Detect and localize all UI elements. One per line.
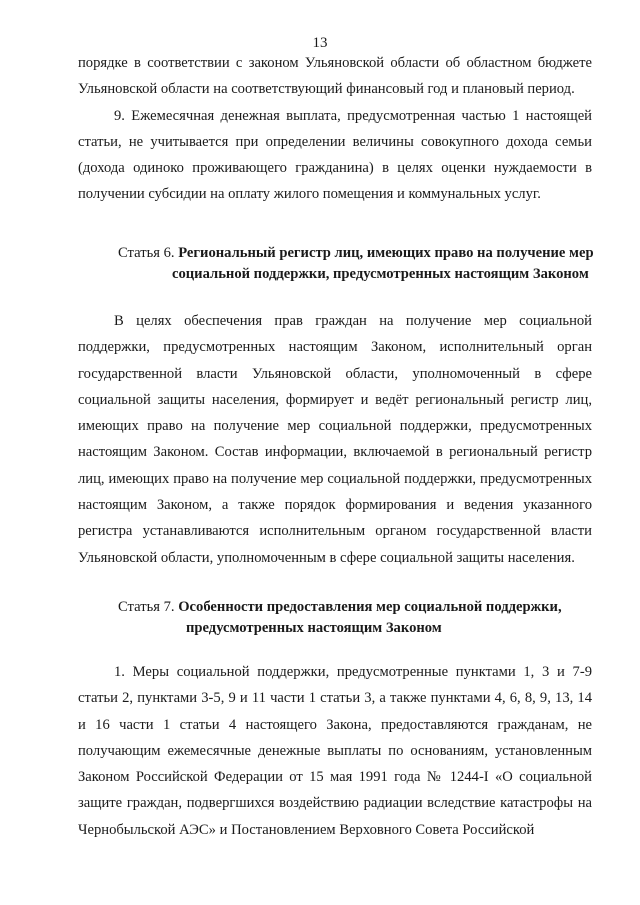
article-7-title-line1: Особенности предоставления мер социальной поддержки, xyxy=(178,599,562,615)
page-number: 13 xyxy=(312,35,328,51)
article-6-paragraph: В целях обеспечения прав граждан на получение мер социальной поддержки, предусмотренных настоящим Законом, исполнительный орган государственной власти Ульяновской области, уполномоченный в сфере социальной защиты населения, формирует и ведёт региональный регистр лиц, имеющих право на получение мер социальной поддержки, предусмотренных настоящим Законом. Состав информации, включаемой в региональный регистр лиц, имеющих право на получение мер социальной поддержки, предусмотренных настоящим Законом, а также порядок формирования и ведения указанного регистра устанавливаются исполнительным органом государственной власти Ульяновской области, уполномоченным в сфере социальной защиты населения. xyxy=(78,313,592,566)
article-6-title-line2: социальной поддержки, предусмотренных настоящим Законом xyxy=(172,266,589,282)
article5-tail xyxy=(78,50,592,208)
paragraph-9: 9. Ежемесячная денежная выплата, предусмотренная частью 1 настоящей статьи, не учитывается при определении величины совокупного дохода семьи (дохода одиноко проживающего гражданина) в целях оценки нуждаемости в получении субсидии на оплату жилого помещения и коммунальных услуг. xyxy=(78,107,592,203)
continuation-paragraph: порядке в соответствии с законом Ульяновской области об областном бюджете Ульяновской области на соответствующий финансовый год и плановый период. xyxy=(78,55,592,98)
article-6-title-line1: Региональный регистр лиц, имеющих право на получение мер xyxy=(178,245,594,261)
article-6-body xyxy=(78,308,592,571)
article-6-heading xyxy=(118,243,598,285)
article-7-body xyxy=(78,659,592,843)
article-6-label: Статья 6. xyxy=(118,245,175,261)
article-7-title-line2: предусмотренных настоящим Законом xyxy=(186,620,442,636)
article-7-heading xyxy=(118,597,598,639)
article-7-label: Статья 7. xyxy=(118,599,175,615)
article-7-paragraph-1: 1. Меры социальной поддержки, предусмотренные пунктами 1, 3 и 7-9 статьи 2, пунктами 3-5, 9 и 11 части 1 статьи 3, а также пунктами 4, 6, 8, 9, 13, 14 и 16 части 1 статьи 4 настоящего Закона, предоставляются гражданам, не получающим ежемесячные денежные выплаты по основаниям, установленным Законом Российской Федерации от 15 мая 1991 года № 1244-I «О социальной защите граждан, подвергшихся воздействию радиации вследствие катастрофы на Чернобыльской АЭС» и Постановлением Верховного Совета Российской xyxy=(78,664,592,838)
